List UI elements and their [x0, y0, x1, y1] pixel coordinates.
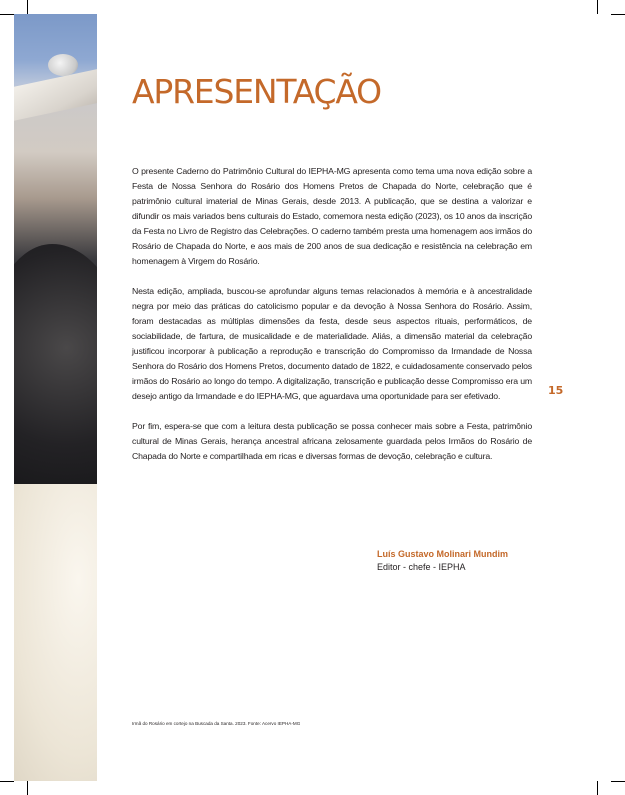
- crop-mark: [597, 0, 598, 14]
- photo-cloth: [14, 484, 97, 781]
- signature-role: Editor - chefe - IEPHA: [377, 562, 466, 572]
- paragraph: Nesta edição, ampliada, buscou-se aprofundar alguns temas relacionados à memória e à ancestralidade negra por meio das práticas do catolicismo popular e da devoção à Nossa Senhora do Rosário. Assim, foram destacadas as múltiplas dimensões da festa, desde seus aspectos rituais, performáticos, de sociabilidade, de fartura, de musicalidade e de materialidade. Aliás, a dimensão material da celebração justificou incorporar à publicação a reprodução e transcrição do Compromisso da Irmandade de Nossa Senhora do Rosário dos Homens Pretos, documento datado de 1822, e cuidadosamente conservado pelos irmãos do Rosário ao longo do tempo. A digitalização, transcrição e publicação desse Compromisso era um desejo antigo da Irmandade e do IEPHA-MG, que aguardava uma oportunidade para ser efetivado.: [132, 286, 532, 401]
- body-text: [132, 164, 532, 479]
- signature-name: Luís Gustavo Molinari Mundim: [377, 549, 509, 559]
- photo-satellite-dish: [48, 54, 78, 76]
- signature-block: [377, 548, 537, 574]
- crop-mark: [0, 781, 14, 782]
- crop-mark: [611, 14, 625, 15]
- crop-mark: [597, 781, 598, 795]
- photo-caption: Irmã do Rosário em cortejo na Buscada da Santa. 2023. Fonte: Acervo IEPHA-MG: [132, 721, 301, 726]
- page-title: APRESENTAÇÃO: [132, 72, 381, 111]
- photo-hair: [14, 244, 97, 504]
- crop-mark: [0, 14, 14, 15]
- cover-photo: [14, 14, 97, 781]
- crop-mark: [611, 781, 625, 782]
- crop-mark: [27, 0, 28, 14]
- crop-mark: [27, 781, 28, 795]
- paragraph: Por fim, espera-se que com a leitura desta publicação se possa conhecer mais sobre a Festa, patrimônio cultural de Minas Gerais, herança ancestral africana zelosamente guardada pelos Irmãos do Rosário de Chapada do Norte e compartilhada em ricas e diversas formas de devoção, celebração e cultura.: [132, 421, 532, 461]
- paragraph: O presente Caderno do Patrimônio Cultural do IEPHA-MG apresenta como tema uma nova edição sobre a Festa de Nossa Senhora do Rosário dos Homens Pretos de Chapada do Norte, celebração que é patrimônio cultural imaterial de Minas Gerais, desde 2013. A publicação, que se destina a valorizar e difundir os mais variados bens culturais do Estado, comemora nesta edição (2023), os 10 anos da inscrição da Festa no Livro de Registro das Celebrações. O caderno também presta uma homenagem aos irmãos do Rosário de Chapada do Norte, e aos mais de 200 anos de sua dedicação e resistência na celebração em homenagem à Virgem do Rosário.: [132, 166, 532, 266]
- page-number: 15: [548, 384, 564, 397]
